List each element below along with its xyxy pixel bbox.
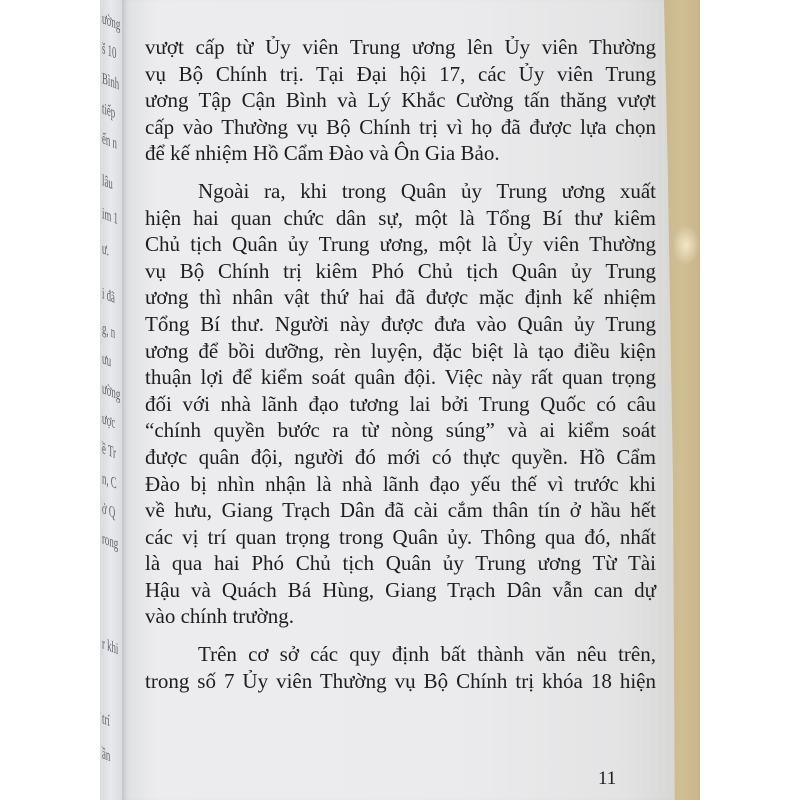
text-line: trong số 7 Ủy viên Thường vụ Bộ Chính trị khóa 18 hiện <box>145 668 656 693</box>
previous-page-text-fragment: ến n <box>102 130 117 153</box>
text-line: vào chính trường. <box>145 604 295 629</box>
previous-page-text-fragment: i đã <box>102 285 115 308</box>
previous-page-text-fragment: r khi <box>102 635 119 659</box>
previous-page-text-fragment: n, C <box>102 470 117 493</box>
previous-page-text-fragment: Bình <box>102 70 120 94</box>
previous-page-text-fragment: ường <box>102 10 121 35</box>
paragraph <box>145 34 656 167</box>
text-line: ương để bồi dưỡng, rèn luyện, đặc biệt là tạo điều kiện <box>145 338 656 363</box>
previous-page-text-fragment: im 1 <box>102 205 118 229</box>
text-line: các vị trí quan trọng trong Quân ủy. Thông qua đó, nhất <box>145 524 656 549</box>
previous-page-text-fragment: tiếp <box>102 100 116 123</box>
text-line: đối với nhà lãnh đạo tương lai bởi Trung Quốc có câu <box>145 391 656 416</box>
text-line: được quân đội, người đó mới có thực quyền. Hồ Cẩm <box>145 444 656 469</box>
text-line: là qua hai Phó Chủ tịch Quân ủy Trung ương Từ Tài <box>145 551 656 576</box>
text-line: Ngoài ra, khi trong Quân ủy Trung ương xuất <box>198 178 656 203</box>
page-body-text <box>145 34 656 694</box>
text-line: vượt cấp từ Ủy viên Trung ương lên Ủy viên Thường <box>145 35 656 59</box>
previous-page-text-fragment: ược <box>102 410 116 433</box>
text-line: ương thì nhân vật thứ hai đã được mặc định kế nhiệm <box>145 285 656 310</box>
text-line: hiện hai quan chức dân sự, một là Tổng Bí thư kiêm <box>145 205 656 230</box>
page-number: 11 <box>598 768 617 789</box>
paragraph <box>145 178 656 630</box>
text-line: Chủ tịch Quân ủy Trung ương, một là Ủy viên Thường <box>145 232 656 257</box>
previous-page-text-fragment: ở Q <box>102 500 116 523</box>
previous-page-text-fragment: ưu <box>102 350 112 371</box>
text-line: Hậu và Quách Bá Hùng, Giang Trạch Dân vẫn can dự <box>145 577 656 602</box>
text-line: “chính quyền bước ra từ nòng súng” và ai kiểm soát <box>145 418 656 443</box>
previous-page-text-fragment: trí <box>102 710 110 731</box>
text-line: để kế nhiệm Hồ Cẩm Đào và Ôn Gia Bảo. <box>145 141 500 166</box>
previous-page-text-fragment: š 10 <box>102 40 117 63</box>
previous-page-text-fragment: g, n <box>102 320 116 343</box>
text-line: vụ Bộ Chính trị kiêm Phó Chủ tịch Quân ủy Trung <box>145 258 656 283</box>
text-line: cấp vào Thường vụ Bộ Chính trị vì họ đã được lựa chọn <box>145 114 656 139</box>
light-glare <box>672 225 700 265</box>
text-line: Trên cơ sở các quy định bất thành văn nêu trên, <box>198 642 656 667</box>
text-line: thuận lợi để kiểm soát quân đội. Việc này rất quan trọng <box>145 365 656 390</box>
text-line: Đào bị nhìn nhận là nhà lãnh đạo yếu thế vì trước khi <box>145 471 656 496</box>
paragraph <box>145 641 656 694</box>
text-line: Tổng Bí thư. Người này được đưa vào Quân ủy Trung <box>145 311 656 336</box>
previous-page-text-fragment: ư. <box>102 240 109 260</box>
previous-page-text-fragment: ần <box>102 745 111 766</box>
text-line: vụ Bộ Chính trị. Tại Đại hội 17, các Ủy viên Trung <box>145 61 656 86</box>
previous-page-text-fragment: ường <box>102 380 121 405</box>
previous-page-text-fragment: lâu <box>102 172 113 194</box>
text-line: về hưu, Giang Trạch Dân đã cài cắm thân tín ở hầu hết <box>145 498 656 523</box>
previous-page-text-fragment: ề Tr <box>102 440 116 463</box>
text-line: ương Tập Cận Bình và Lý Khắc Cường tấn thăng vượt <box>145 88 656 113</box>
previous-page-text-fragment: rong <box>102 530 119 554</box>
